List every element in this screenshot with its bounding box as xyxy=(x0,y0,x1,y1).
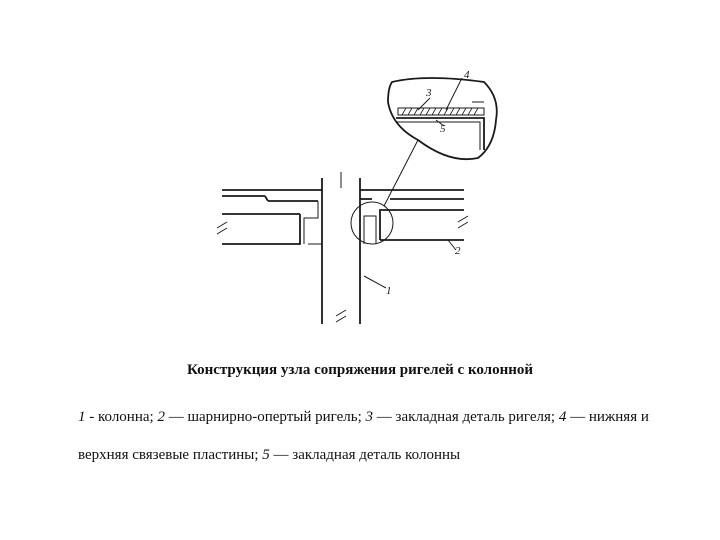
label-beam: 2 xyxy=(455,245,461,257)
label-beam-plate: 3 xyxy=(426,87,432,99)
right-beam xyxy=(360,190,468,244)
legend-num: 4 xyxy=(558,409,567,425)
detail-callout xyxy=(388,78,497,159)
legend-num: 5 xyxy=(262,447,270,463)
legend-num: 1 xyxy=(78,409,86,425)
label-column-plate: 5 xyxy=(440,123,446,135)
legend-text: — шарнирно-опертый ригель; xyxy=(164,409,366,425)
column xyxy=(322,172,360,324)
detail-circle xyxy=(351,202,393,244)
detail-leader xyxy=(384,140,418,206)
legend-num: 3 xyxy=(365,409,374,425)
legend-text: — закладная деталь ригеля; xyxy=(373,409,559,425)
label-link-plates: 4 xyxy=(464,69,470,81)
label-column: 1 xyxy=(386,285,392,297)
legend-text: — закладная деталь колонны xyxy=(269,447,461,463)
left-beam xyxy=(217,190,322,244)
plate-hatching xyxy=(402,108,478,115)
legend-text: - колонна; xyxy=(85,409,158,425)
legend-num: 2 xyxy=(157,409,165,425)
legend-text: — нижняя и верхняя связевые пластины; xyxy=(78,409,649,463)
figure-legend xyxy=(78,398,678,474)
figure-caption-title: Конструкция узла сопряжения ригелей с колонной xyxy=(186,362,534,378)
